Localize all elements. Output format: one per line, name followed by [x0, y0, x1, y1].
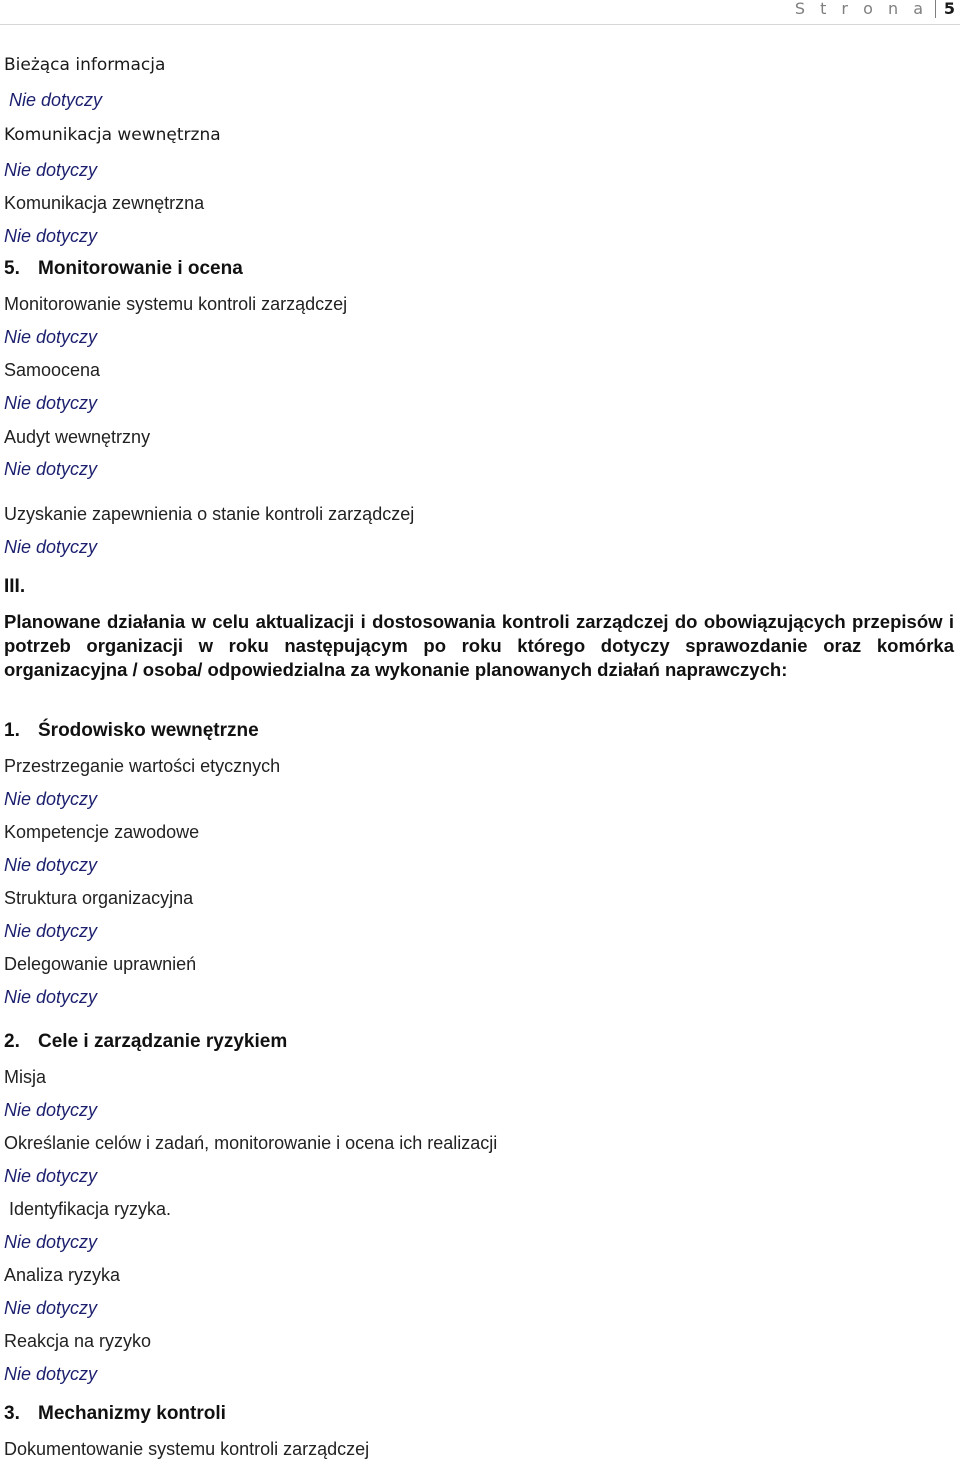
section-title-5: Monitorowanie i ocena — [38, 258, 243, 279]
page-separator — [935, 0, 936, 18]
item-audyt-wewnetrzny: Audyt wewnętrzny — [4, 427, 151, 447]
section-title-3: Mechanizmy kontroli — [38, 1403, 226, 1424]
section-number-1: 1. — [4, 720, 20, 741]
section-heading-3 — [4, 1403, 226, 1425]
item-biezaca-informacja: Bieżąca informacja — [4, 55, 166, 75]
status-delegowanie: Nie dotyczy — [4, 987, 98, 1007]
page-number: 5 — [943, 0, 955, 18]
section-number-3: 3. — [4, 1403, 20, 1424]
section-title-2: Cele i zarządzanie ryzykiem — [38, 1031, 288, 1052]
status-kompetencje: Nie dotyczy — [4, 855, 98, 875]
section-number-5: 5. — [4, 258, 20, 279]
status-analiza-ryzyka: Nie dotyczy — [4, 1298, 98, 1318]
status-monitorowanie-systemu: Nie dotyczy — [4, 327, 98, 347]
item-komunikacja-zewnetrzna: Komunikacja zewnętrzna — [4, 193, 205, 213]
item-samoocena: Samoocena — [4, 360, 101, 380]
item-monitorowanie-systemu: Monitorowanie systemu kontroli zarządczej — [4, 294, 348, 314]
item-identyfikacja-ryzyka: Identyfikacja ryzyka. — [9, 1199, 172, 1219]
status-samoocena: Nie dotyczy — [4, 393, 98, 413]
status-identyfikacja-ryzyka: Nie dotyczy — [4, 1232, 98, 1252]
status-komunikacja-zewnetrzna: Nie dotyczy — [4, 226, 98, 246]
status-okreslanie-celow: Nie dotyczy — [4, 1166, 98, 1186]
section-heading-1 — [4, 720, 259, 742]
roman-heading: III. — [4, 576, 26, 597]
planned-actions-title: Planowane działania w celu aktualizacji i dostosowania kontroli zarządczej do obowiązujących przepisów i potrzeb organizacji w roku następującym po roku którego dotyczy sprawozdanie oraz komórka organizacyjna / osoba/ odpowiedzialna za wykonanie planowanych działań naprawczych: — [4, 611, 954, 680]
item-misja: Misja — [4, 1067, 47, 1087]
status-struktura: Nie dotyczy — [4, 921, 98, 941]
section-number-2: 2. — [4, 1031, 20, 1052]
page-label: S t r o n a — [794, 0, 928, 18]
section-heading-2 — [4, 1031, 287, 1053]
item-przestrzeganie: Przestrzeganie wartości etycznych — [4, 756, 281, 776]
item-kompetencje: Kompetencje zawodowe — [4, 822, 200, 842]
item-analiza-ryzyka: Analiza ryzyka — [4, 1265, 121, 1285]
section-heading-5 — [4, 258, 243, 280]
item-delegowanie: Delegowanie uprawnień — [4, 954, 197, 974]
item-uzyskanie-zapewnienia: Uzyskanie zapewnienia o stanie kontroli zarządczej — [4, 504, 415, 524]
status-misja: Nie dotyczy — [4, 1100, 98, 1120]
status-reakcja-na-ryzyko: Nie dotyczy — [4, 1364, 98, 1384]
status-przestrzeganie: Nie dotyczy — [4, 789, 98, 809]
section-title-1: Środowisko wewnętrzne — [38, 720, 259, 741]
item-dokumentowanie: Dokumentowanie systemu kontroli zarządczej — [4, 1439, 370, 1459]
item-komunikacja-wewnetrzna: Komunikacja wewnętrzna — [4, 125, 221, 145]
item-struktura: Struktura organizacyjna — [4, 888, 194, 908]
status-komunikacja-wewnetrzna: Nie dotyczy — [4, 160, 98, 180]
status-biezaca-informacja: Nie dotyczy — [9, 90, 103, 110]
status-uzyskanie-zapewnienia: Nie dotyczy — [4, 537, 98, 557]
page-header — [0, 0, 960, 25]
status-audyt-wewnetrzny: Nie dotyczy — [4, 459, 98, 479]
item-reakcja-na-ryzyko: Reakcja na ryzyko — [4, 1331, 152, 1351]
item-okreslanie-celow: Określanie celów i zadań, monitorowanie i ocena ich realizacji — [4, 1133, 498, 1153]
